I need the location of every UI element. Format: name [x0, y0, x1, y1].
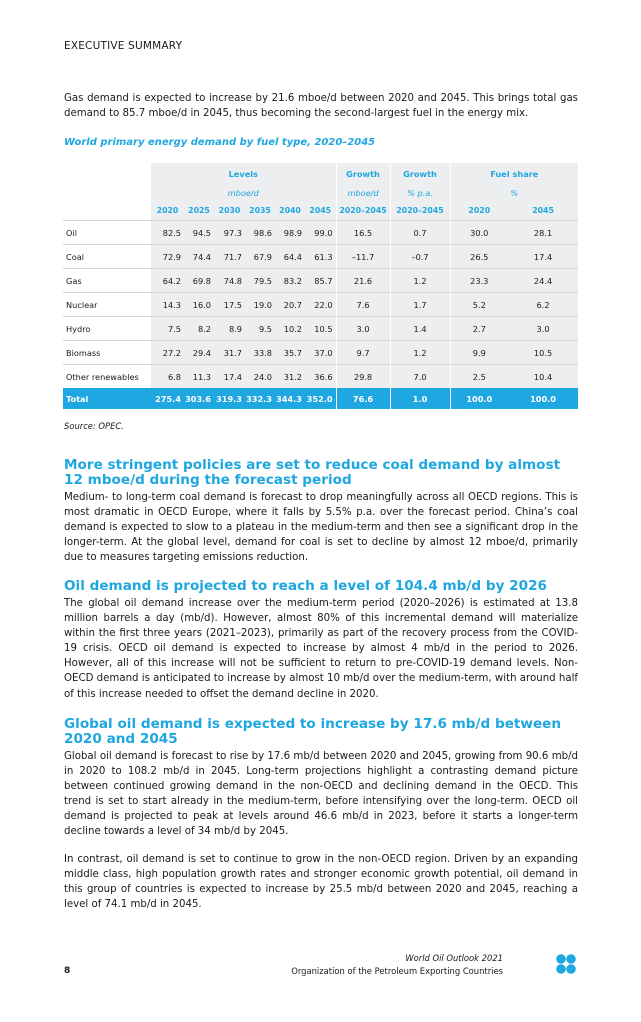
table-cell: 35.7 — [275, 341, 305, 365]
table-row — [63, 317, 578, 341]
table-cell: 24.0 — [245, 365, 275, 389]
table-cell: –11.7 — [336, 245, 390, 269]
table-column-header — [63, 200, 578, 221]
table-cell: 344.3 — [275, 388, 305, 409]
section-paragraph: The global oil demand increase over the medium-term period (2020–2026) is estimated at 13.8 million barrels a day (mb/d). However, almost 80% of this incremental demand will materialize within the first three years (2021–2023), primarily as part of the recovery process from the COVID-19 crisis. OECD oil demand is expected to increase by almost 4 mb/d in the period to 2026. However, all of this increase will not be sufficient to return to pre-COVID-19 demand levels. Non-OECD demand is anticipated to increase by almost 10 mb/d over the medium-term, with around half of this increase needed to offset the demand decline in 2020. — [64, 598, 578, 700]
table-unit-header — [63, 185, 578, 200]
table-cell: 7.5 — [151, 317, 184, 341]
table-cell: 3.0 — [336, 317, 390, 341]
table-cell: 9.7 — [336, 341, 390, 365]
table-cell: 31.2 — [275, 365, 305, 389]
table-cell: 82.5 — [151, 221, 184, 245]
table-cell: 33.8 — [245, 341, 275, 365]
table-cell: 100.0 — [508, 388, 578, 409]
table-cell: 8.2 — [184, 317, 214, 341]
table-cell: 26.5 — [450, 245, 508, 269]
table-cell: 61.3 — [305, 245, 336, 269]
levels-header: Levels — [151, 163, 336, 185]
table-cell: 98.9 — [275, 221, 305, 245]
table-title: World primary energy demand by fuel type, 2020–2045 — [64, 137, 376, 148]
table-cell: 37.0 — [305, 341, 336, 365]
table-cell: 79.5 — [245, 269, 275, 293]
table-cell: 352.0 — [305, 388, 336, 409]
table-cell: 2.5 — [450, 365, 508, 389]
table-cell: 21.6 — [336, 269, 390, 293]
section-oil-medium-term — [64, 579, 578, 702]
intro-paragraph: Gas demand is expected to increase by 21.6 mboe/d between 2020 and 2045. This brings total gas demand to 85.7 mboe/d in 2045, thus becoming the second-largest fuel in the energy mix. — [64, 93, 578, 119]
table-cell: 8.9 — [214, 317, 245, 341]
organization-name: Organization of the Petroleum Exporting Countries — [291, 966, 503, 976]
section-paragraph: Medium- to long-term coal demand is forecast to drop meaningfully across all OECD regions. This is most dramatic in OECD Europe, where it falls by 5.5% p.a. over the forecast period. China’s coal demand is expected to slow to a plateau in the medium-term and then see a significant drop in the longer-term. At the global level, demand for coal is set to decline by almost 12 mboe/d, primarily due to measures targeting emissions reduction. — [64, 492, 578, 564]
table-cell: 10.2 — [275, 317, 305, 341]
table-cell: 2.7 — [450, 317, 508, 341]
table-cell: 29.4 — [184, 341, 214, 365]
table-cell: 17.5 — [214, 293, 245, 317]
column-header: 2025 — [184, 200, 214, 221]
section-coal — [64, 458, 578, 565]
column-header: 2020–2045 — [336, 200, 390, 221]
column-header: 2030 — [214, 200, 245, 221]
table-cell: 1.2 — [390, 341, 450, 365]
energy-demand-table — [63, 163, 578, 409]
table-cell: 99.0 — [305, 221, 336, 245]
section-paragraph: In contrast, oil demand is set to continue to grow in the non-OECD region. Driven by an expanding middle class, high population growth rates and stronger economic growth potential, oil demand in this group of countries is expected to increase by 25.5 mb/d between 2020 and 2045, reaching a level of 74.1 mb/d in 2045. — [64, 853, 578, 910]
table-row — [63, 245, 578, 269]
table-cell: 20.7 — [275, 293, 305, 317]
fuel-share-header: Fuel share — [450, 163, 578, 185]
table-cell: 27.2 — [151, 341, 184, 365]
levels-unit: mboe/d — [151, 185, 336, 200]
table-cell: 64.4 — [275, 245, 305, 269]
table-cell: 28.1 — [508, 221, 578, 245]
table-cell: 11.3 — [184, 365, 214, 389]
table-cell: 31.7 — [214, 341, 245, 365]
column-header: 2040 — [275, 200, 305, 221]
table-cell: 19.0 — [245, 293, 275, 317]
table-cell: 22.0 — [305, 293, 336, 317]
table-total-row — [63, 388, 578, 409]
section-heading: Oil demand is projected to reach a level of 104.4 mb/d by 2026 — [64, 578, 548, 594]
table-cell: 83.2 — [275, 269, 305, 293]
table-cell: 3.0 — [508, 317, 578, 341]
opec-logo-icon — [555, 953, 577, 975]
row-label: Coal — [63, 245, 151, 269]
table-cell: 275.4 — [151, 388, 184, 409]
row-label: Biomass — [63, 341, 151, 365]
table-cell: 1.4 — [390, 317, 450, 341]
table-cell: 85.7 — [305, 269, 336, 293]
fuel-share-unit: % — [450, 185, 578, 200]
table-row — [63, 293, 578, 317]
table-cell: 97.3 — [214, 221, 245, 245]
row-label: Other renewables — [63, 365, 151, 389]
row-label: Oil — [63, 221, 151, 245]
table-cell: 1.0 — [390, 388, 450, 409]
section-oil-long-term — [64, 717, 578, 912]
column-header: 2035 — [245, 200, 275, 221]
table-cell: 319.3 — [214, 388, 245, 409]
row-label: Hydro — [63, 317, 151, 341]
table-cell: 74.8 — [214, 269, 245, 293]
column-header: 2020–2045 — [390, 200, 450, 221]
table-cell: 0.7 — [390, 221, 450, 245]
table-cell: 17.4 — [214, 365, 245, 389]
table-cell: 14.3 — [151, 293, 184, 317]
table-cell: 74.4 — [184, 245, 214, 269]
growth-pct-unit: % p.a. — [390, 185, 450, 200]
table-cell: 98.6 — [245, 221, 275, 245]
table-cell: 10.4 — [508, 365, 578, 389]
table-cell: 1.7 — [390, 293, 450, 317]
table-cell: 6.8 — [151, 365, 184, 389]
table-cell: 9.5 — [245, 317, 275, 341]
table-cell: 10.5 — [508, 341, 578, 365]
table-cell: 64.2 — [151, 269, 184, 293]
table-cell: 303.6 — [184, 388, 214, 409]
table-cell: 72.9 — [151, 245, 184, 269]
table-cell: 30.0 — [450, 221, 508, 245]
table-cell: 332.3 — [245, 388, 275, 409]
column-header: 2020 — [450, 200, 508, 221]
table-row — [63, 365, 578, 389]
table-cell: 10.5 — [305, 317, 336, 341]
table-cell: 6.2 — [508, 293, 578, 317]
column-header: 2045 — [305, 200, 336, 221]
growth-abs-unit: mboe/d — [336, 185, 390, 200]
table-row — [63, 341, 578, 365]
column-header: 2045 — [508, 200, 578, 221]
section-heading: Global oil demand is expected to increase by 17.6 mb/d between 2020 and 2045 — [64, 716, 562, 747]
table-cell: 24.4 — [508, 269, 578, 293]
table-cell: 100.0 — [450, 388, 508, 409]
table-cell: 9.9 — [450, 341, 508, 365]
growth-pct-header: Growth — [390, 163, 450, 185]
table-cell: 23.3 — [450, 269, 508, 293]
table-cell: 17.4 — [508, 245, 578, 269]
table-cell: 16.0 — [184, 293, 214, 317]
publication-title: World Oil Outlook 2021 — [405, 953, 503, 963]
table-cell: 67.9 — [245, 245, 275, 269]
section-paragraph: Global oil demand is forecast to rise by 17.6 mb/d between 2020 and 2045, growing from 90.6 mb/d in 2020 to 108.2 mb/d in 2045. Long-term projections highlight a contrasting demand picture between continued growing demand in the non-OECD and declining demand in the OECD. This trend is set to start already in the medium-term, before intensifying over the long-term. OECD oil demand is projected to peak at levels around 46.6 mb/d in 2023, before it starts a longer-term decline towards a level of 34 mb/d by 2045. — [64, 751, 578, 838]
row-label: Total — [63, 388, 151, 409]
table-cell: 94.5 — [184, 221, 214, 245]
table-row — [63, 269, 578, 293]
table-cell: 69.8 — [184, 269, 214, 293]
column-header: 2020 — [151, 200, 184, 221]
row-label: Nuclear — [63, 293, 151, 317]
table-cell: –0.7 — [390, 245, 450, 269]
table-cell: 71.7 — [214, 245, 245, 269]
running-header: EXECUTIVE SUMMARY — [64, 40, 183, 52]
table-cell: 7.0 — [390, 365, 450, 389]
table-cell: 29.8 — [336, 365, 390, 389]
table-group-header — [63, 163, 578, 185]
table-cell: 7.6 — [336, 293, 390, 317]
row-label: Gas — [63, 269, 151, 293]
section-heading: More stringent policies are set to reduce coal demand by almost 12 mboe/d during the forecast period — [64, 457, 561, 488]
page-number: 8 — [64, 966, 71, 976]
growth-abs-header: Growth — [336, 163, 390, 185]
table-source: Source: OPEC. — [64, 421, 124, 431]
table-cell: 5.2 — [450, 293, 508, 317]
table-row — [63, 221, 578, 245]
table-cell: 1.2 — [390, 269, 450, 293]
table-cell: 36.6 — [305, 365, 336, 389]
table-cell: 76.6 — [336, 388, 390, 409]
table-cell: 16.5 — [336, 221, 390, 245]
